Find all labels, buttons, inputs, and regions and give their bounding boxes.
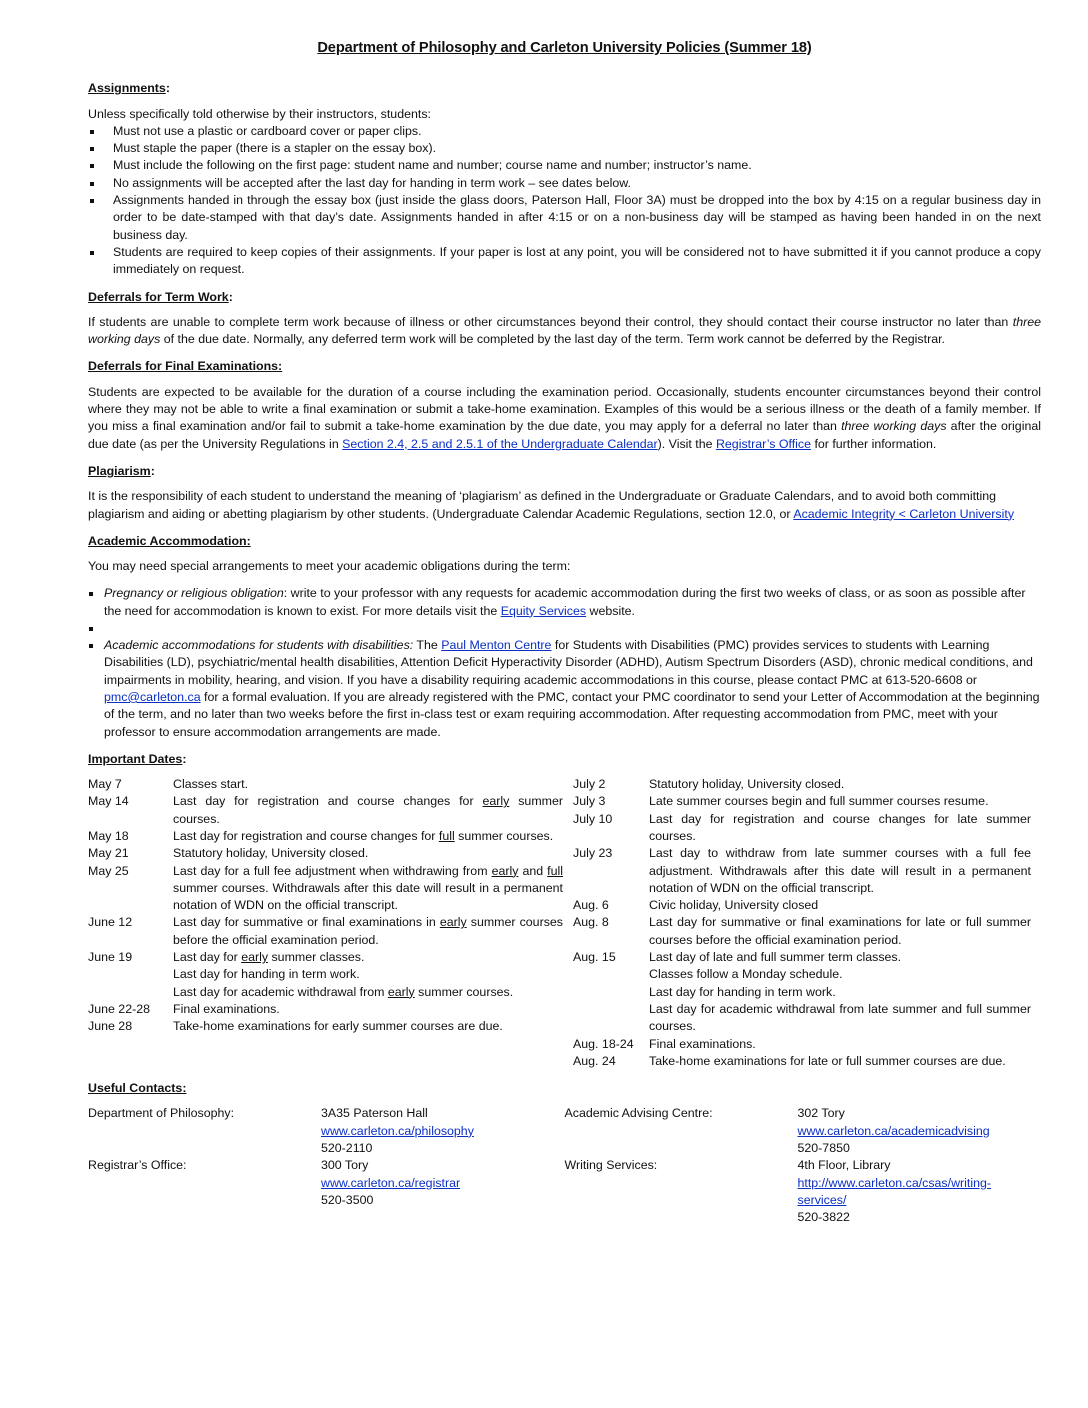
list-item: Pregnancy or religious obligation: write to your professor with any requests for academic accommodation during the first two weeks of class, or as soon as possible after the need for accommodation is known to exist. For more details visit the Equity Services website. (88, 585, 1041, 620)
dates-column-right (573, 776, 1041, 1070)
date-description: Last day of late and full summer term classes. (649, 950, 902, 965)
deferrals-term-text: If students are unable to complete term work because of illness or other circumstances beyond their control, they should contact their course instructor no later than three working days of the due date. Normally, any deferred term work will be completed by the last day of the term. Term work cannot be deferred by the Registrar. (88, 314, 1041, 347)
date-description: Last day for academic withdrawal from early summer courses. (173, 984, 514, 999)
date-label: June 12 (88, 915, 133, 930)
pmc-email-link[interactable]: pmc@carleton.ca (104, 689, 201, 704)
date-label: May 18 (88, 828, 129, 843)
date-description: Classes start. (173, 777, 249, 792)
date-row (573, 914, 1041, 949)
date-label (88, 984, 173, 1001)
date-row (573, 811, 1041, 846)
date-description: Last day for early summer classes. (173, 950, 365, 965)
undergraduate-calendar-link[interactable]: Section 2.4, 2.5 and 2.5.1 of the Undergraduate Calendar (342, 436, 658, 451)
date-row (88, 949, 573, 966)
date-label: Aug. 6 (573, 898, 609, 913)
contact-row (88, 1105, 565, 1157)
contact-details (798, 1105, 1023, 1157)
contact-name: Academic Advising Centre: (564, 1106, 713, 1121)
date-row (573, 1036, 1041, 1053)
important-dates-table (88, 776, 1041, 1070)
contacts-column-left (88, 1105, 565, 1226)
policy-document (88, 40, 1041, 1227)
date-label: Aug. 24 (573, 1053, 616, 1068)
accommodation-list (88, 585, 1041, 740)
contacts-column-right (565, 1105, 1042, 1226)
date-label: July 2 (573, 777, 606, 792)
assignments-list (88, 123, 1041, 279)
list-item: Academic accommodations for students with disabilities: The Paul Menton Centre for Students with Disabilities (PMC) provides services to students with Learning Disabilities (LD), psychiatric/mental health disabilities, Attention Deficit Hyperactivity Disorder (ADHD), Autism Spectrum Disorders (ASD), chronic medical conditions, and impairments in mobility, hearing, and vision. If you have a disability requiring academic accommodations in this course, please contact PMC at 613-520-6608 or pmc@carleton.ca for a formal evaluation. If you are already registered with the PMC, contact your PMC coordinator to send your Letter of Accommodation at the beginning of the term, and no later than two weeks before the first in-class test or exam requiring accommodation. After requesting accommodation from PMC, meet with your professor to ensure accommodation arrangements are made. (88, 637, 1041, 741)
date-label: May 14 (88, 794, 129, 809)
date-label: July 3 (573, 794, 606, 809)
date-description: Last day for registration and course changes for early summer courses. (173, 794, 563, 826)
date-row (88, 1001, 573, 1018)
assignments-heading: Assignments: (88, 81, 170, 96)
date-description: Last day for academic withdrawal from late summer and full summer courses. (649, 1001, 1031, 1034)
list-spacer (88, 620, 1041, 637)
date-label: May 25 (88, 863, 129, 878)
date-row (88, 776, 573, 793)
list-item: Must include the following on the first page: student name and number; course name and number; instructor’s name. (88, 157, 1041, 174)
date-description: Classes follow a Monday schedule. (649, 967, 843, 982)
accommodation-heading: Academic Accommodation: (88, 533, 251, 548)
date-label (573, 1001, 649, 1036)
date-label: Aug. 15 (573, 950, 616, 965)
date-row (573, 845, 1041, 897)
useful-contacts-heading: Useful Contacts: (88, 1081, 187, 1096)
contact-row (565, 1105, 1042, 1157)
date-label: June 28 (88, 1019, 133, 1034)
date-row (88, 828, 573, 845)
date-description: Last day for summative or final examinations in early summer courses before the official examination period. (173, 915, 563, 947)
date-description: Statutory holiday, University closed. (649, 777, 845, 792)
dates-column-left (88, 776, 573, 1070)
date-row (573, 1053, 1041, 1070)
date-description: Last day for summative or final examinations for late or full summer courses before the official examination period. (649, 915, 1031, 947)
date-description: Last day for registration and course changes for late summer courses. (649, 811, 1031, 843)
date-description: Last day for registration and course changes for full summer courses. (173, 828, 554, 843)
date-description: Last day to withdraw from late summer courses with a full fee adjustment. Withdrawals after this date will result in a permanent notation of WDN on the official transcript. (649, 846, 1031, 895)
contact-location: 4th Floor, Library (797, 1158, 891, 1173)
date-label (573, 984, 649, 1001)
contact-name: Registrar’s Office: (88, 1158, 187, 1173)
contact-row (88, 1157, 565, 1209)
academic-integrity-link[interactable]: Academic Integrity < Carleton University (793, 506, 1015, 521)
date-row (573, 897, 1041, 914)
assignments-intro: Unless specifically told otherwise by their instructors, students: (88, 106, 431, 121)
date-description: Final examinations. (173, 1001, 280, 1016)
contact-name: Department of Philosophy: (88, 1106, 235, 1121)
contact-row (565, 1157, 1042, 1226)
useful-contacts-table (88, 1105, 1041, 1226)
date-label: June 22-28 (88, 1001, 151, 1016)
date-description: Last day for handing in term work. (173, 967, 360, 982)
contact-url-link[interactable]: www.carleton.ca/philosophy (321, 1123, 474, 1138)
contact-url-link[interactable]: www.carleton.ca/academicadvising (797, 1123, 990, 1138)
contact-phone: 520-3822 (797, 1210, 850, 1225)
registrars-office-link[interactable]: Registrar’s Office (715, 436, 811, 451)
date-label: June 19 (88, 950, 133, 965)
date-description: Last day for a full fee adjustment when withdrawing from early and full summer courses. Withdrawals after this date will result in a permanent notation of WDN on the official transcript. (173, 863, 563, 913)
list-item: Assignments handed in through the essay box (just inside the glass doors, Paterson Hall, Floor 3A) must be dropped into the box by 4:15 on a regular business day in order to be date-stamped with that day’s date. Assignments handed in after 4:15 or on a non-business day will be stamped as having been handed in on the next business day. (88, 192, 1041, 244)
date-label (88, 966, 173, 983)
list-item: Must not use a plastic or cardboard cover or paper clips. (88, 123, 1041, 140)
date-row (88, 863, 573, 915)
paul-menton-centre-link[interactable]: Paul Menton Centre (441, 638, 552, 653)
date-row (573, 776, 1041, 793)
date-description: Civic holiday, University closed (649, 898, 819, 913)
date-description: Final examinations. (649, 1036, 756, 1051)
important-dates-heading: Important Dates: (88, 751, 187, 766)
date-label: Aug. 18-24 (573, 1036, 634, 1051)
date-description: Take-home examinations for early summer courses are due. (173, 1019, 503, 1034)
date-row (88, 914, 573, 949)
list-item: No assignments will be accepted after the last day for handing in term work – see dates below. (88, 175, 1041, 192)
contact-url-link[interactable]: www.carleton.ca/registrar (321, 1175, 461, 1190)
date-label: July 10 (573, 811, 613, 826)
date-row (88, 1018, 573, 1035)
list-item: Students are required to keep copies of their assignments. If your paper is lost at any point, you will be considered not to have submitted it if you cannot produce a copy immediately on request. (88, 244, 1041, 279)
date-row (573, 984, 1041, 1001)
deferrals-term-heading: Deferrals for Term Work: (88, 289, 233, 304)
date-row (88, 793, 573, 828)
date-row (573, 1001, 1041, 1036)
date-label (573, 966, 649, 983)
contact-phone: 520-2110 (321, 1141, 373, 1156)
date-row (573, 793, 1041, 810)
date-description: Last day for handing in term work. (649, 984, 836, 999)
contact-phone: 520-7850 (797, 1141, 850, 1156)
plagiarism-heading: Plagiarism: (88, 463, 155, 478)
date-row (88, 966, 573, 983)
date-label: July 23 (573, 846, 613, 861)
contact-location: 300 Tory (321, 1158, 369, 1173)
date-row (88, 845, 573, 862)
date-description: Statutory holiday, University closed. (173, 846, 369, 861)
contact-details (798, 1157, 1023, 1226)
contact-details (321, 1157, 565, 1209)
plagiarism-text: It is the responsibility of each student to understand the meaning of ‘plagiarism’ as defined in the Undergraduate or Graduate Calendars, and to avoid both committing plagiarism and aiding or abetting plagiarism by other students. (Undergraduate Calendar Academic Regulations, section 12.0, or Academic Integrity < Carleton University (88, 489, 1015, 521)
contact-phone: 520-3500 (321, 1192, 374, 1207)
date-row (573, 949, 1041, 966)
list-item: Must staple the paper (there is a stapler on the essay box). (88, 140, 1041, 157)
deferrals-exam-text: Students are expected to be available for the duration of a course including the examination period. Occasionally, students encounter circumstances beyond their control where they may not be able to write a final examination or submit a take-home examination. Examples of this would be a serious illness or the death of a family member. If you miss a final examination and/or fail to submit a take-home examination by the due date, you may apply for a deferral no later than three working days after the original due date (as per the University Regulations in Section 2.4, 2.5 and 2.5.1 of the Undergraduate Calendar). Visit the Registrar’s Office for further information. (88, 384, 1041, 451)
contact-name: Writing Services: (564, 1158, 658, 1173)
equity-services-link[interactable]: Equity Services (500, 603, 587, 618)
date-row (88, 984, 573, 1001)
contact-location: 3A35 Paterson Hall (321, 1106, 428, 1121)
page-title: Department of Philosophy and Carleton University Policies (Summer 18) (317, 40, 812, 56)
date-label: May 7 (88, 777, 122, 792)
deferrals-exam-heading: Deferrals for Final Examinations: (88, 359, 283, 374)
date-row (573, 966, 1041, 983)
date-label: May 21 (88, 846, 129, 861)
date-description: Take-home examinations for late or full summer courses are due. (649, 1053, 1006, 1068)
contact-url-link[interactable]: http://www.carleton.ca/csas/writing-services/ (797, 1175, 992, 1207)
accommodation-intro: You may need special arrangements to meet your academic obligations during the term: (88, 559, 571, 574)
date-description: Late summer courses begin and full summer courses resume. (649, 794, 989, 809)
date-label: Aug. 8 (573, 915, 609, 930)
contact-location: 302 Tory (797, 1106, 845, 1121)
contact-details (321, 1105, 565, 1157)
